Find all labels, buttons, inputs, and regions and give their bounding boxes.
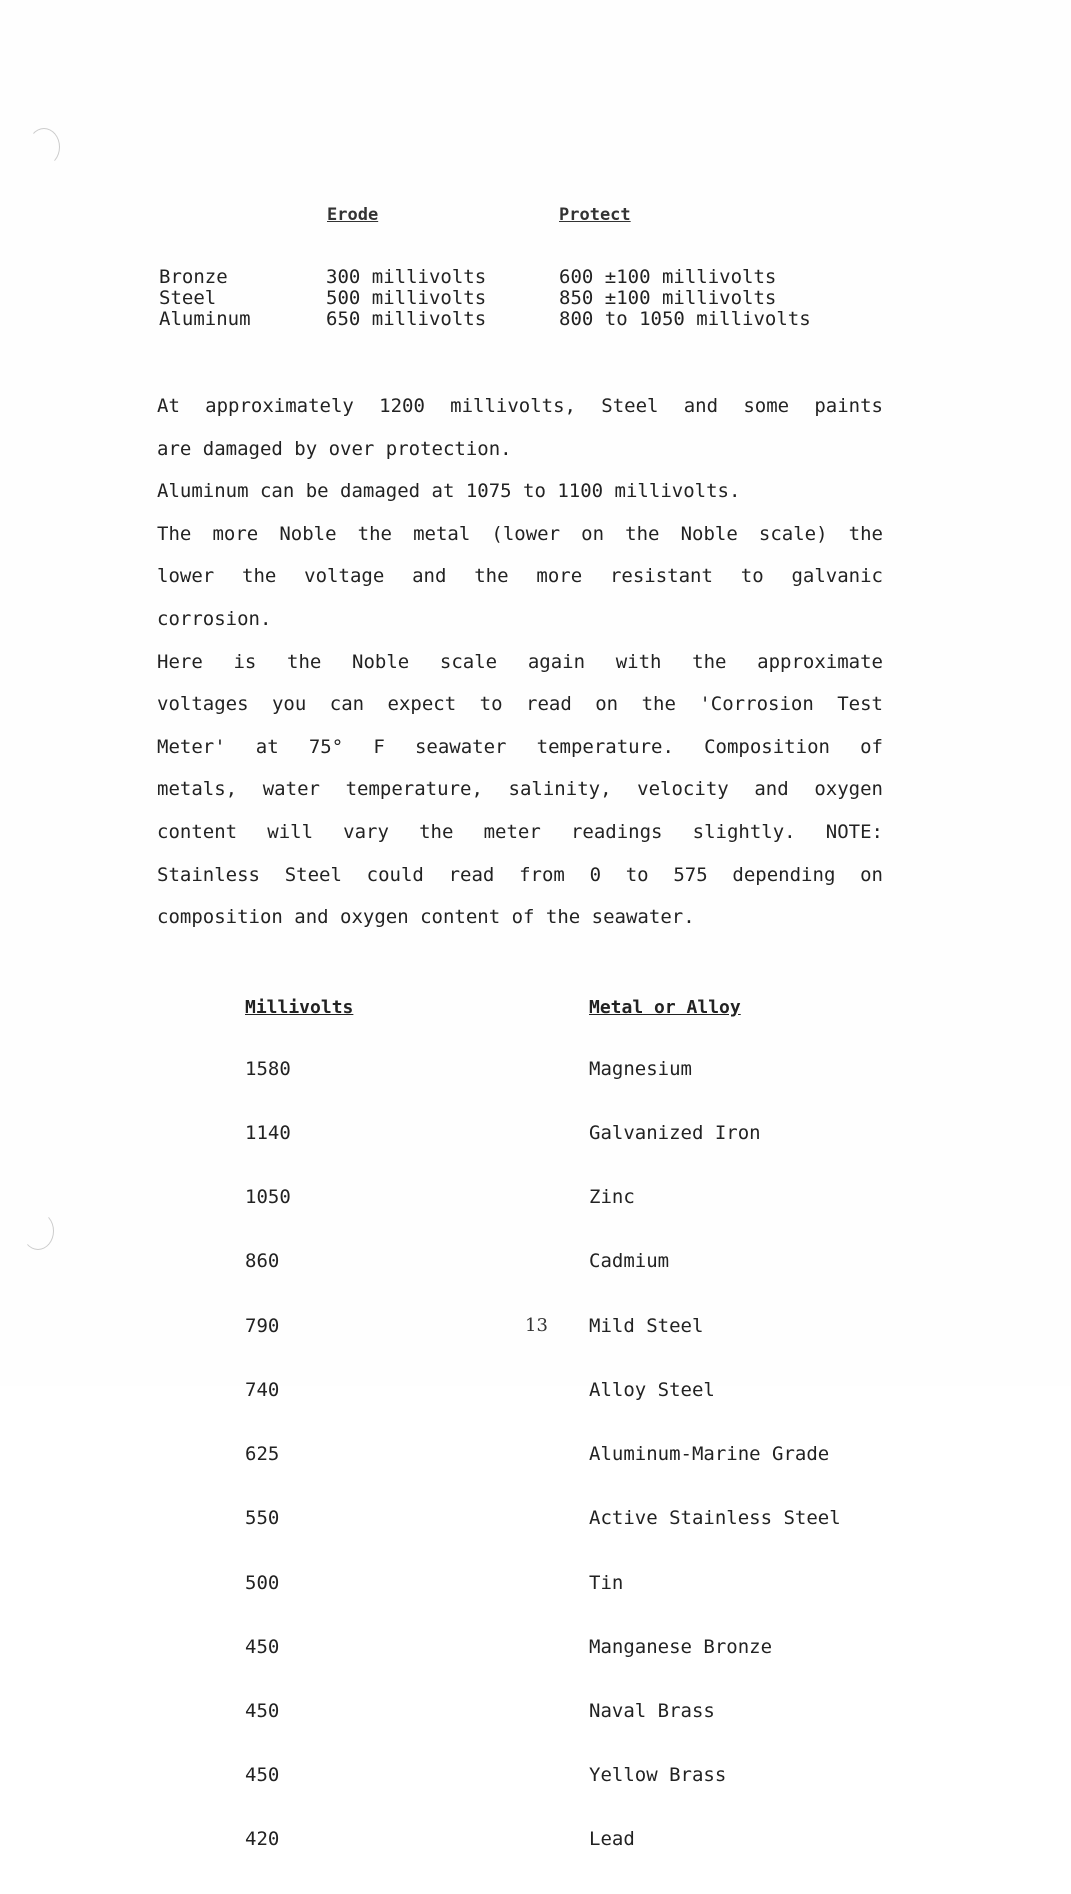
millivolts-cell: 860 — [245, 1250, 280, 1273]
protect-value: 800 to 1050 millivolts — [559, 308, 811, 330]
paragraph-line: voltages you can expect to read on the 'Corrosion Test — [157, 693, 883, 716]
metal-alloy-cell: Lead — [589, 1828, 635, 1851]
millivolts-cell: 740 — [245, 1378, 280, 1401]
metal-alloy-column — [589, 1016, 841, 1894]
paragraph-line: At approximately 1200 millivolts, Steel and some paints — [157, 395, 883, 417]
paragraph-line: composition and oxygen content of the seawater. — [157, 906, 695, 929]
protect-value: 600 ±100 millivolts — [559, 266, 777, 288]
protect-header: Protect — [559, 205, 631, 225]
millivolts-cell: 1580 — [245, 1057, 291, 1080]
paragraph-line: corrosion. — [157, 607, 272, 630]
paragraph-line: Aluminum can be damaged at 1075 to 1100 millivolts. — [157, 480, 741, 503]
protect-value: 850 ±100 millivolts — [559, 287, 777, 309]
paragraph-line: The more Noble the metal (lower on the Noble scale) the — [157, 522, 883, 545]
millivolts-cell: 450 — [245, 1764, 280, 1787]
paragraph-line: metals, water temperature, salinity, velocity and oxygen — [157, 778, 883, 801]
millivolts-cell: 790 — [245, 1314, 280, 1337]
erode-value: 500 millivolts — [326, 287, 487, 309]
metal-name: Aluminum — [159, 308, 251, 330]
paragraph-line: lower the voltage and the more resistant to galvanic — [157, 565, 883, 588]
millivolts-cell: 420 — [245, 1828, 280, 1851]
metal-alloy-cell: Alloy Steel — [589, 1378, 715, 1401]
paragraph-line: are damaged by over protection. — [157, 437, 512, 460]
body-paragraph — [157, 385, 883, 939]
scan-mark — [22, 1212, 54, 1250]
scan-mark — [28, 128, 60, 166]
paragraph-line: content will vary the meter readings slightly. NOTE: — [157, 820, 883, 843]
metal-alloy-cell: Aluminum-Marine Grade — [589, 1443, 830, 1466]
erode-value: 300 millivolts — [326, 266, 487, 288]
millivolts-cell: 625 — [245, 1443, 280, 1466]
millivolts-column — [245, 1016, 291, 1894]
metal-alloy-cell: Cadmium — [589, 1250, 670, 1273]
metal-alloy-cell: Yellow Brass — [589, 1764, 727, 1787]
millivolts-cell: 450 — [245, 1700, 280, 1722]
page-number: 13 — [525, 1315, 548, 1336]
metal-alloy-cell: Zinc — [589, 1186, 635, 1209]
millivolts-cell: 500 — [245, 1571, 280, 1594]
millivolts-cell: 1140 — [245, 1122, 291, 1145]
metal-alloy-cell: Magnesium — [589, 1057, 692, 1080]
erode-header: Erode — [327, 205, 379, 225]
metal-alloy-header: Metal or Alloy — [589, 997, 741, 1018]
paragraph-line: Here is the Noble scale again with the approximate — [157, 650, 883, 673]
metal-alloy-cell: Manganese Bronze — [589, 1635, 773, 1658]
millivolts-cell: 450 — [245, 1635, 280, 1658]
paragraph-line: Stainless Steel could read from 0 to 575 depending on — [157, 863, 883, 886]
metal-alloy-cell: Naval Brass — [589, 1700, 715, 1722]
metal-name: Bronze — [159, 266, 228, 288]
erode-value: 650 millivolts — [326, 308, 487, 330]
millivolts-header: Millivolts — [245, 997, 354, 1018]
metal-name: Steel — [159, 287, 217, 309]
paragraph-line: Meter' at 75° F seawater temperature. Composition of — [157, 735, 883, 758]
metal-alloy-cell: Galvanized Iron — [589, 1122, 761, 1145]
metal-alloy-cell: Mild Steel — [589, 1314, 704, 1337]
millivolts-cell: 1050 — [245, 1186, 291, 1209]
metal-alloy-cell: Active Stainless Steel — [589, 1507, 841, 1530]
metal-alloy-cell: Tin — [589, 1571, 624, 1594]
millivolts-cell: 550 — [245, 1507, 280, 1530]
